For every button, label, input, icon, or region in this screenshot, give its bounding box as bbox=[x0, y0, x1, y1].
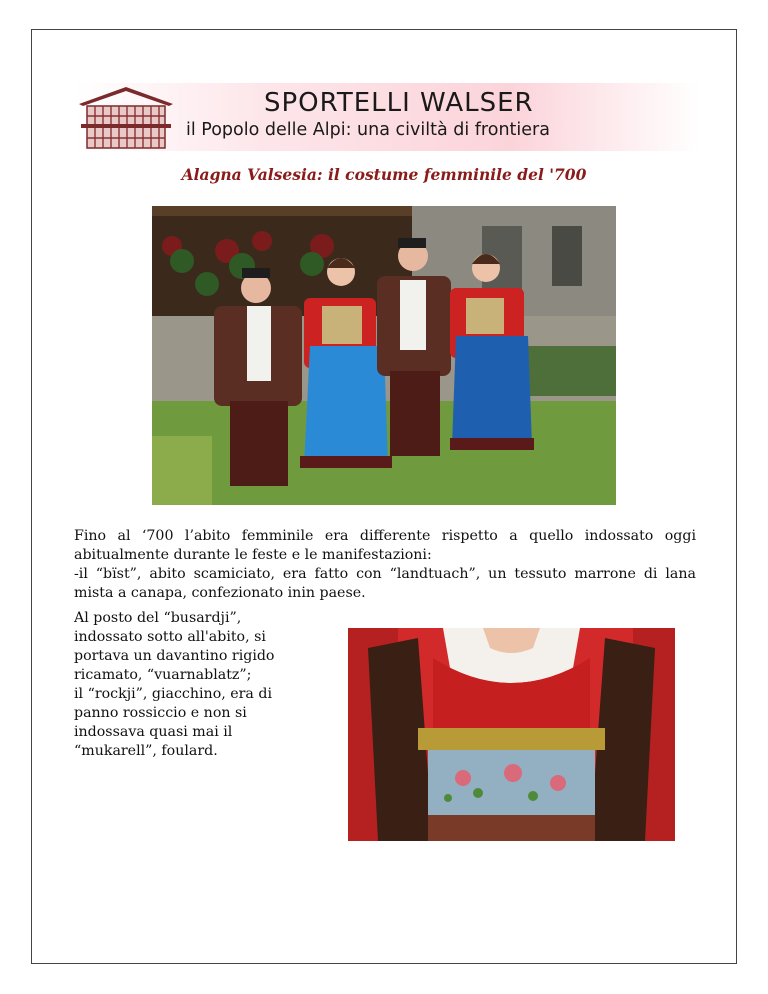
banner-title: SPORTELLI WALSER bbox=[264, 88, 534, 118]
side-line: portava un davantino rigido bbox=[74, 648, 275, 664]
side-line: indossato sotto all'abito, si bbox=[74, 629, 266, 645]
paragraph-line: -il “bïst”, abito scamiciato, era fatto con “landtuach”, un tessuto marrone di lana mista a canapa, confezionato inin paese. bbox=[74, 566, 696, 601]
side-line: panno rossiccio e non si bbox=[74, 705, 247, 721]
paragraph-line: Fino al ‘700 l’abito femminile era differente rispetto a quello indossato oggi abitualmente durante le feste e le manifestazioni: bbox=[74, 528, 696, 563]
side-line: Al posto del “busardji”, bbox=[74, 610, 242, 626]
walser-house-logo bbox=[77, 84, 175, 150]
costume-group-photo bbox=[152, 206, 616, 505]
side-line: “mukarell”, foulard. bbox=[74, 743, 218, 759]
intro-paragraph bbox=[74, 527, 696, 603]
side-line: ricamato, “vuarnablatz”; bbox=[74, 667, 252, 683]
side-line: il “rockji”, giacchino, era di bbox=[74, 686, 273, 702]
banner-subtitle: il Popolo delle Alpi: una civiltà di frontiera bbox=[186, 120, 550, 140]
side-paragraph bbox=[74, 609, 344, 761]
document-title: Alagna Valsesia: il costume femminile del '700 bbox=[181, 165, 587, 184]
side-line: indossava quasi mai il bbox=[74, 724, 233, 740]
bodice-closeup-photo bbox=[348, 628, 675, 841]
